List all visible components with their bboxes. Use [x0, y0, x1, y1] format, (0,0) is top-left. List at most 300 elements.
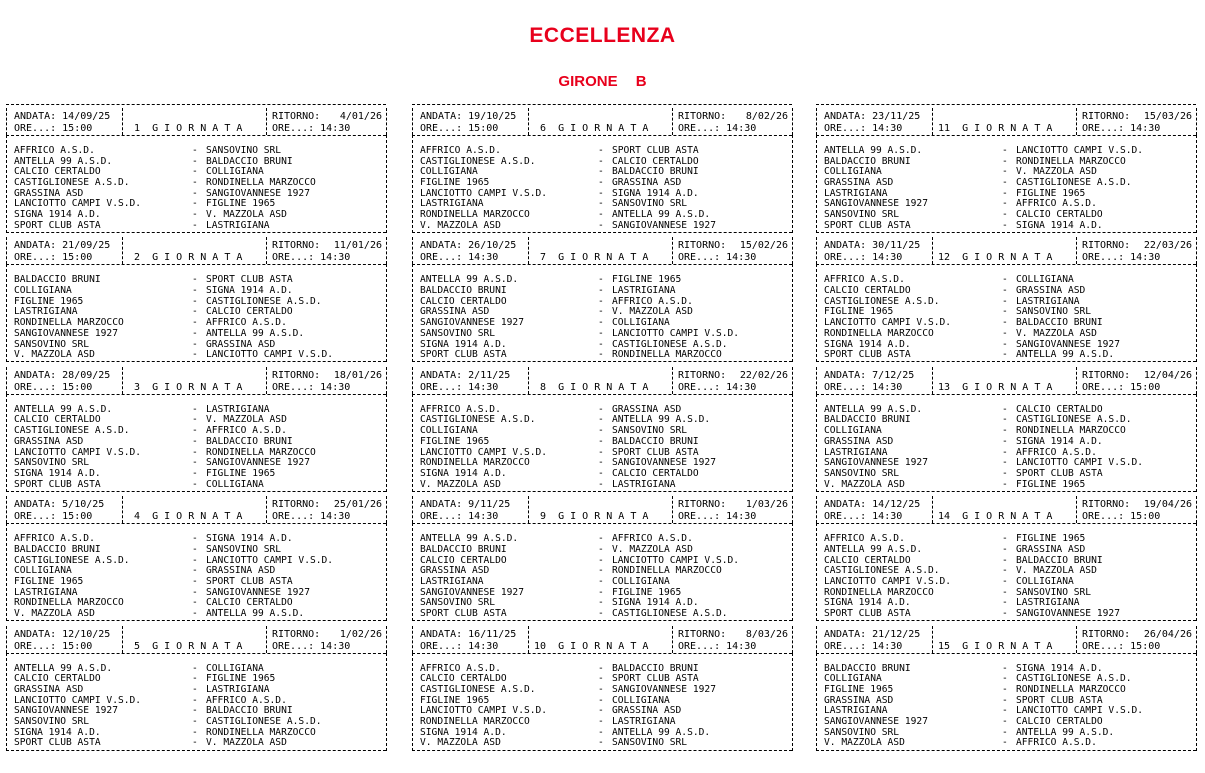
- match-dash: -: [192, 435, 198, 447]
- divider: [122, 496, 123, 523]
- divider: [672, 496, 673, 523]
- away-team: ANTELLA 99 A.S.D.: [612, 726, 711, 738]
- match-dash: -: [192, 533, 198, 545]
- away-team: SIGNA 1914 A.D.: [1016, 219, 1103, 231]
- match-dash: -: [1002, 155, 1008, 167]
- away-team: CALCIO CERTALDO: [206, 306, 293, 318]
- away-team: SPORT CLUB ASTA: [1016, 694, 1103, 706]
- away-team: CASTIGLIONESE A.S.D.: [1016, 673, 1132, 685]
- divider: [932, 496, 933, 523]
- home-team: RONDINELLA MARZOCCO: [420, 457, 530, 469]
- away-team: SIGNA 1914 A.D.: [206, 285, 293, 297]
- match-dash: -: [1002, 198, 1008, 210]
- match-dash: -: [192, 177, 198, 189]
- away-team: AFFRICO A.S.D.: [1016, 737, 1097, 749]
- giornata-block: [814, 363, 1198, 492]
- match-list: [824, 146, 1192, 232]
- match-row: [14, 221, 382, 232]
- divider: [412, 264, 413, 362]
- divider: [412, 367, 413, 394]
- away-team: COLLIGIANA: [612, 694, 670, 706]
- away-team: COLLIGIANA: [206, 662, 264, 674]
- divider: [6, 394, 386, 395]
- away-team: CASTIGLIONESE A.S.D.: [612, 338, 728, 350]
- divider: [816, 750, 1196, 751]
- away-team: V. MAZZOLA ASD: [612, 543, 693, 555]
- divider: [386, 523, 387, 621]
- match-dash: -: [1002, 683, 1008, 695]
- divider: [386, 496, 387, 523]
- match-dash: -: [598, 306, 604, 318]
- divider: [816, 367, 817, 394]
- away-team: V. MAZZOLA ASD: [206, 209, 287, 221]
- ritorno-date: 1/03/26: [745, 499, 788, 511]
- away-team: LASTRIGIANA: [206, 403, 270, 415]
- divider: [6, 653, 386, 654]
- divider: [792, 135, 793, 233]
- match-dash: -: [192, 306, 198, 318]
- home-team: SPORT CLUB ASTA: [14, 737, 101, 749]
- match-row: [420, 609, 788, 620]
- away-team: GRASSINA ASD: [206, 565, 276, 577]
- ritorno-label: RITORNO:: [1082, 111, 1131, 122]
- andata-time: ORE...: 15:00: [14, 252, 93, 264]
- divider: [412, 523, 413, 621]
- away-team: CALCIO CERTALDO: [1016, 403, 1103, 415]
- away-team: BALDACCIO BRUNI: [1016, 554, 1103, 566]
- home-team: CASTIGLIONESE A.S.D.: [824, 295, 940, 307]
- home-team: ANTELLA 99 A.S.D.: [824, 403, 923, 415]
- andata-time: ORE...: 14:30: [824, 640, 903, 652]
- andata-time: ORE...: 14:30: [420, 381, 499, 393]
- divider: [1076, 367, 1077, 394]
- home-team: SIGNA 1914 A.D.: [824, 338, 911, 350]
- home-team: AFFRICO A.S.D.: [824, 533, 905, 545]
- divider: [1076, 237, 1077, 264]
- match-row: [420, 350, 788, 361]
- match-dash: -: [1002, 586, 1008, 598]
- away-team: GRASSINA ASD: [612, 705, 682, 717]
- home-team: SIGNA 1914 A.D.: [420, 467, 507, 479]
- away-team: BALDACCIO BRUNI: [206, 155, 293, 167]
- match-list: [824, 664, 1192, 750]
- away-team: BALDACCIO BRUNI: [206, 435, 293, 447]
- home-team: LANCIOTTO CAMPI V.S.D.: [14, 198, 142, 210]
- andata-time: ORE...: 14:30: [420, 511, 499, 523]
- home-team: SANGIOVANNESE 1927: [420, 586, 524, 598]
- home-team: GRASSINA ASD: [824, 694, 894, 706]
- match-dash: -: [192, 575, 198, 587]
- match-dash: -: [598, 187, 604, 199]
- away-team: LASTRIGIANA: [612, 285, 676, 297]
- match-dash: -: [598, 694, 604, 706]
- ritorno-date: 1/02/26: [339, 628, 382, 640]
- home-team: CALCIO CERTALDO: [824, 285, 911, 297]
- away-team: SIGNA 1914 A.D.: [206, 533, 293, 545]
- home-team: COLLIGIANA: [824, 673, 882, 685]
- divider: [386, 135, 387, 233]
- match-dash: -: [598, 543, 604, 555]
- giornata-number: 4 G I O R N A T A: [128, 511, 243, 523]
- divider: [1196, 653, 1197, 751]
- divider: [1076, 626, 1077, 653]
- divider: [6, 653, 7, 751]
- match-row: [420, 329, 788, 340]
- divider: [792, 626, 793, 653]
- giornata-header: [410, 367, 794, 394]
- home-team: V. MAZZOLA ASD: [420, 478, 501, 490]
- calendar-grid: [0, 104, 1205, 764]
- home-team: RONDINELLA MARZOCCO: [824, 586, 934, 598]
- away-team: FIGLINE 1965: [206, 673, 276, 685]
- divider: [792, 523, 793, 621]
- match-dash: -: [598, 435, 604, 447]
- away-team: LASTRIGIANA: [1016, 295, 1080, 307]
- away-team: CALCIO CERTALDO: [612, 155, 699, 167]
- home-team: SPORT CLUB ASTA: [824, 349, 911, 361]
- home-team: BALDACCIO BRUNI: [824, 414, 911, 426]
- andata-label: ANDATA: 12/10/25: [14, 628, 111, 640]
- home-team: SANGIOVANNESE 1927: [824, 716, 928, 728]
- andata-time: ORE...: 14:30: [824, 381, 903, 393]
- home-team: LASTRIGIANA: [824, 187, 888, 199]
- away-team: SANSOVINO SRL: [1016, 306, 1092, 318]
- home-team: RONDINELLA MARZOCCO: [420, 716, 530, 728]
- away-team: LASTRIGIANA: [612, 716, 676, 728]
- away-team: CALCIO CERTALDO: [1016, 716, 1103, 728]
- home-team: AFFRICO A.S.D.: [420, 145, 501, 156]
- away-team: LANCIOTTO CAMPI V.S.D.: [1016, 705, 1144, 717]
- giornata-header: [4, 496, 388, 523]
- giornata-number: 7 G I O R N A T A: [534, 252, 649, 264]
- divider: [792, 496, 793, 523]
- match-dash: -: [192, 403, 198, 415]
- divider: [6, 394, 7, 492]
- home-team: SIGNA 1914 A.D.: [14, 726, 101, 738]
- match-dash: -: [1002, 295, 1008, 307]
- divider: [6, 523, 386, 524]
- home-team: SANGIOVANNESE 1927: [824, 198, 928, 210]
- away-team: V. MAZZOLA ASD: [206, 414, 287, 426]
- match-dash: -: [192, 209, 198, 221]
- home-team: LANCIOTTO CAMPI V.S.D.: [420, 705, 548, 717]
- home-team: FIGLINE 1965: [14, 575, 84, 587]
- divider: [816, 264, 817, 362]
- ritorno-time: ORE...: 14:30: [678, 640, 757, 652]
- match-dash: -: [598, 274, 604, 286]
- away-team: LASTRIGIANA: [206, 683, 270, 695]
- ritorno-time: ORE...: 14:30: [272, 123, 351, 134]
- match-row: [14, 609, 382, 620]
- divider: [792, 394, 793, 492]
- match-list: [420, 534, 788, 620]
- match-row: [420, 738, 788, 749]
- home-team: LASTRIGIANA: [420, 575, 484, 587]
- match-dash: -: [1002, 608, 1008, 619]
- giornata-number: 1 G I O R N A T A: [128, 123, 243, 134]
- ritorno-date: 25/01/26: [333, 499, 382, 511]
- match-dash: -: [1002, 705, 1008, 717]
- ritorno-label: RITORNO:: [678, 111, 727, 122]
- home-team: COLLIGIANA: [824, 166, 882, 178]
- giornata-header: [410, 626, 794, 653]
- match-row: [420, 480, 788, 491]
- match-row: [420, 545, 788, 556]
- away-team: LASTRIGIANA: [1016, 597, 1080, 609]
- away-team: V. MAZZOLA ASD: [1016, 166, 1097, 178]
- away-team: AFFRICO A.S.D.: [206, 425, 287, 437]
- home-team: FIGLINE 1965: [14, 295, 84, 307]
- match-dash: -: [598, 683, 604, 695]
- match-dash: -: [598, 166, 604, 178]
- away-team: SPORT CLUB ASTA: [612, 446, 699, 458]
- away-team: BALDACCIO BRUNI: [206, 705, 293, 717]
- home-team: CALCIO CERTALDO: [420, 295, 507, 307]
- divider: [1196, 108, 1197, 135]
- match-row: [420, 221, 788, 232]
- away-team: SANSOVINO SRL: [1016, 586, 1092, 598]
- match-dash: -: [598, 155, 604, 167]
- giornata-number: 3 G I O R N A T A: [128, 381, 243, 393]
- home-team: GRASSINA ASD: [14, 435, 84, 447]
- ritorno-date: 18/01/26: [333, 369, 382, 381]
- match-dash: -: [1002, 327, 1008, 339]
- match-row: [824, 469, 1192, 480]
- away-team: RONDINELLA MARZOCCO: [1016, 683, 1126, 695]
- giornata-number: 10 G I O R N A T A: [534, 640, 649, 652]
- divider: [412, 653, 792, 654]
- home-team: ANTELLA 99 A.S.D.: [824, 543, 923, 555]
- home-team: COLLIGIANA: [420, 166, 478, 178]
- divider: [792, 367, 793, 394]
- away-team: BALDACCIO BRUNI: [612, 435, 699, 447]
- match-dash: -: [1002, 285, 1008, 297]
- match-dash: -: [192, 565, 198, 577]
- match-dash: -: [192, 425, 198, 437]
- home-team: SIGNA 1914 A.D.: [14, 467, 101, 479]
- match-dash: -: [192, 219, 198, 231]
- match-row: [420, 437, 788, 448]
- divider: [816, 394, 1196, 395]
- match-dash: -: [192, 726, 198, 738]
- match-dash: -: [1002, 187, 1008, 199]
- divider: [816, 523, 817, 621]
- home-team: SPORT CLUB ASTA: [824, 219, 911, 231]
- ritorno-date: 11/01/26: [333, 240, 382, 252]
- match-dash: -: [1002, 467, 1008, 479]
- ritorno-label: RITORNO:: [1082, 369, 1131, 381]
- away-team: SANSOVINO SRL: [206, 145, 282, 156]
- away-team: SIGNA 1914 A.D.: [612, 187, 699, 199]
- home-team: SPORT CLUB ASTA: [14, 478, 101, 490]
- giornata-header: [410, 108, 794, 135]
- divider: [412, 496, 413, 523]
- ritorno-time: ORE...: 15:00: [1082, 511, 1161, 523]
- giornata-header: [4, 108, 388, 135]
- home-team: RONDINELLA MARZOCCO: [14, 597, 124, 609]
- away-team: FIGLINE 1965: [612, 274, 682, 286]
- andata-label: ANDATA: 30/11/25: [824, 240, 921, 252]
- giornata-header: [4, 237, 388, 264]
- andata-time: ORE...: 15:00: [14, 511, 93, 523]
- match-dash: -: [1002, 565, 1008, 577]
- match-dash: -: [192, 317, 198, 329]
- giornata-number: 13 G I O R N A T A: [938, 381, 1053, 393]
- andata-label: ANDATA: 21/09/25: [14, 240, 111, 252]
- giornata-header: [814, 237, 1198, 264]
- home-team: V. MAZZOLA ASD: [14, 349, 95, 361]
- andata-label: ANDATA: 19/10/25: [420, 111, 517, 122]
- match-dash: -: [1002, 403, 1008, 415]
- divider: [528, 626, 529, 653]
- away-team: AFFRICO A.S.D.: [612, 533, 693, 545]
- ritorno-date: 12/04/26: [1143, 369, 1192, 381]
- match-dash: -: [598, 198, 604, 210]
- home-team: SIGNA 1914 A.D.: [420, 726, 507, 738]
- match-dash: -: [598, 295, 604, 307]
- match-row: [824, 545, 1192, 556]
- home-team: CASTIGLIONESE A.S.D.: [14, 177, 130, 189]
- match-dash: -: [192, 338, 198, 350]
- match-dash: -: [192, 155, 198, 167]
- home-team: CASTIGLIONESE A.S.D.: [420, 155, 536, 167]
- away-team: BALDACCIO BRUNI: [612, 662, 699, 674]
- home-team: GRASSINA ASD: [420, 306, 490, 318]
- match-list: [824, 534, 1192, 620]
- divider: [528, 496, 529, 523]
- divider: [816, 264, 1196, 265]
- giornata-header: [814, 626, 1198, 653]
- away-team: SANGIOVANNESE 1927: [206, 586, 310, 598]
- giornata-header: [4, 367, 388, 394]
- away-team: BALDACCIO BRUNI: [1016, 317, 1103, 329]
- home-team: SANSOVINO SRL: [824, 467, 900, 479]
- divider: [6, 626, 7, 653]
- match-dash: -: [192, 478, 198, 490]
- match-dash: -: [598, 673, 604, 685]
- divider: [792, 237, 793, 264]
- divider: [386, 367, 387, 394]
- girone-title: GIRONE B: [558, 73, 647, 90]
- match-dash: -: [1002, 274, 1008, 286]
- away-team: COLLIGIANA: [206, 166, 264, 178]
- giornata-block: [4, 622, 388, 751]
- match-dash: -: [598, 608, 604, 619]
- giornata-header: [814, 496, 1198, 523]
- away-team: AFFRICO A.S.D.: [206, 694, 287, 706]
- match-list: [14, 146, 382, 232]
- andata-label: ANDATA: 5/10/25: [14, 499, 105, 511]
- home-team: GRASSINA ASD: [14, 683, 84, 695]
- away-team: ANTELLA 99 A.S.D.: [206, 327, 305, 339]
- match-dash: -: [192, 543, 198, 555]
- match-dash: -: [1002, 716, 1008, 728]
- away-team: CASTIGLIONESE A.S.D.: [206, 295, 322, 307]
- home-team: BALDACCIO BRUNI: [420, 285, 507, 297]
- giornata-header: [814, 367, 1198, 394]
- ritorno-label: RITORNO:: [1082, 240, 1131, 252]
- divider: [412, 394, 792, 395]
- match-dash: -: [1002, 533, 1008, 545]
- divider: [122, 367, 123, 394]
- match-dash: -: [192, 467, 198, 479]
- match-row: [14, 350, 382, 361]
- divider: [6, 264, 386, 265]
- away-team: RONDINELLA MARZOCCO: [612, 349, 722, 361]
- match-dash: -: [192, 673, 198, 685]
- match-dash: -: [192, 716, 198, 728]
- home-team: ANTELLA 99 A.S.D.: [14, 155, 113, 167]
- match-dash: -: [192, 295, 198, 307]
- away-team: COLLIGIANA: [612, 317, 670, 329]
- home-team: V. MAZZOLA ASD: [824, 478, 905, 490]
- divider: [816, 108, 817, 135]
- match-dash: -: [192, 446, 198, 458]
- divider: [1196, 496, 1197, 523]
- match-dash: -: [192, 166, 198, 178]
- divider: [386, 626, 387, 653]
- match-dash: -: [192, 694, 198, 706]
- giornata-number: 8 G I O R N A T A: [534, 381, 649, 393]
- match-dash: -: [192, 349, 198, 361]
- home-team: SANSOVINO SRL: [14, 338, 90, 350]
- match-dash: -: [1002, 737, 1008, 749]
- away-team: LANCIOTTO CAMPI V.S.D.: [206, 554, 334, 566]
- home-team: CASTIGLIONESE A.S.D.: [420, 683, 536, 695]
- match-list: [14, 405, 382, 491]
- away-team: SANGIOVANNESE 1927: [612, 683, 716, 695]
- match-list: [824, 275, 1192, 361]
- away-team: SANGIOVANNESE 1927: [206, 457, 310, 469]
- match-dash: -: [598, 285, 604, 297]
- divider: [528, 367, 529, 394]
- home-team: GRASSINA ASD: [824, 435, 894, 447]
- andata-label: ANDATA: 9/11/25: [420, 499, 511, 511]
- home-team: V. MAZZOLA ASD: [824, 737, 905, 749]
- andata-time: ORE...: 14:30: [420, 252, 499, 264]
- away-team: GRASSINA ASD: [1016, 543, 1086, 555]
- home-team: COLLIGIANA: [14, 285, 72, 297]
- home-team: SANGIOVANNESE 1927: [14, 327, 118, 339]
- divider: [1196, 237, 1197, 264]
- divider: [6, 367, 7, 394]
- home-team: SANSOVINO SRL: [824, 726, 900, 738]
- match-dash: -: [1002, 166, 1008, 178]
- match-dash: -: [192, 586, 198, 598]
- divider: [122, 237, 123, 264]
- match-dash: -: [1002, 306, 1008, 318]
- divider: [1196, 523, 1197, 621]
- divider: [6, 135, 386, 136]
- giornata-block: [410, 104, 794, 233]
- away-team: SIGNA 1914 A.D.: [612, 597, 699, 609]
- match-row: [14, 738, 382, 749]
- ritorno-label: RITORNO:: [678, 240, 727, 252]
- ritorno-label: RITORNO:: [678, 499, 727, 511]
- divider: [932, 367, 933, 394]
- home-team: SPORT CLUB ASTA: [420, 349, 507, 361]
- match-dash: -: [192, 662, 198, 674]
- match-row: [14, 469, 382, 480]
- match-dash: -: [192, 327, 198, 339]
- away-team: LASTRIGIANA: [206, 219, 270, 231]
- divider: [528, 237, 529, 264]
- away-team: GRASSINA ASD: [1016, 285, 1086, 297]
- match-dash: -: [598, 177, 604, 189]
- divider: [932, 626, 933, 653]
- giornata-number: 12 G I O R N A T A: [938, 252, 1053, 264]
- giornata-header: [410, 496, 794, 523]
